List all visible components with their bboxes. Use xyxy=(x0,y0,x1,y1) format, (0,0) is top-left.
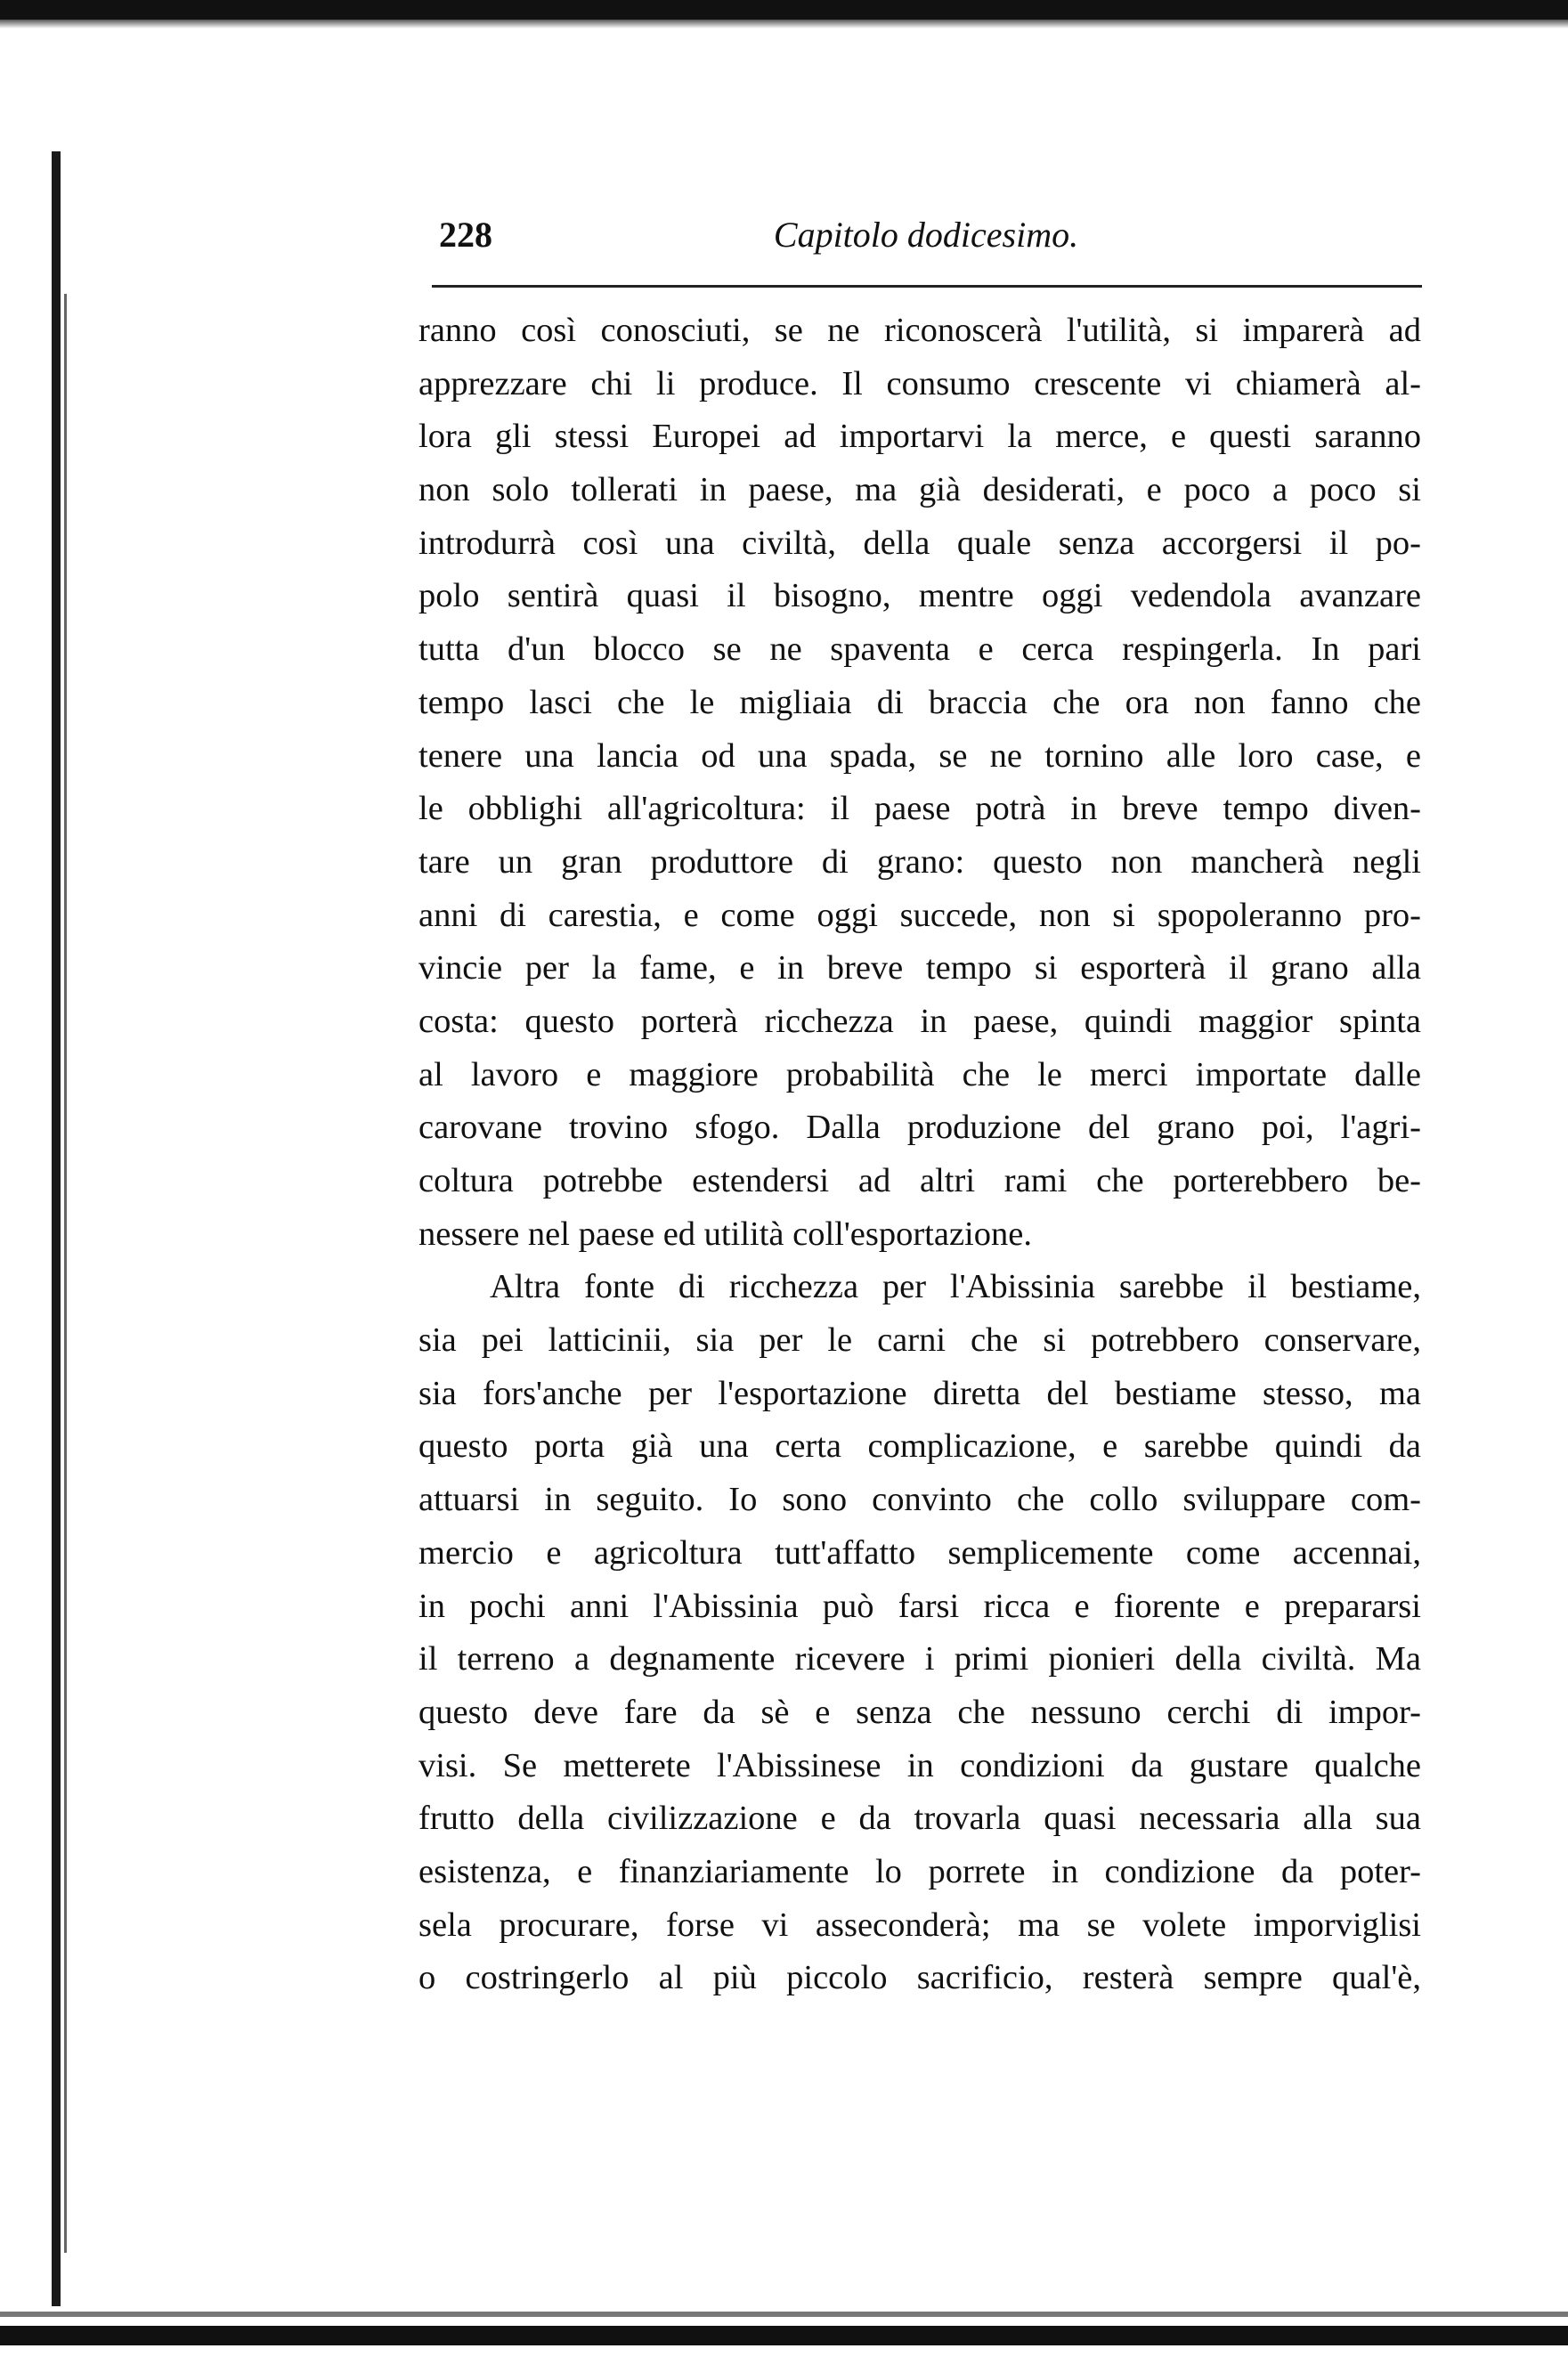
scan-shadow-bottom xyxy=(0,2312,1568,2317)
text-line: vincie per la fame, e in breve tempo si esporterà il grano alla xyxy=(418,949,1421,987)
text-line: apprezzare chi li produce. Il consumo crescente vi chiamerà al- xyxy=(418,364,1421,402)
text-line: introdurrà così una civiltà, della quale senza accorgersi il po- xyxy=(418,524,1421,562)
text-line: sela procurare, forse vi asseconderà; ma se volete imporviglisi xyxy=(418,1906,1421,1944)
text-line: tare un gran produttore di grano: questo non mancherà negli xyxy=(418,842,1421,881)
page-header xyxy=(432,214,1420,267)
scan-shadow-top xyxy=(0,20,1568,28)
text-line: visi. Se metterete l'Abissinese in condizioni da gustare qualche xyxy=(418,1746,1421,1784)
text-line: esistenza, e finanziariamente lo porrete in condizione da poter- xyxy=(418,1852,1421,1890)
text-line: mercio e agricoltura tutt'affatto semplicemente come accennai, xyxy=(418,1533,1421,1572)
text-line: carovane trovino sfogo. Dalla produzione del grano poi, l'agri- xyxy=(418,1109,1421,1147)
text-line: sia fors'anche per l'esportazione diretta del bestiame stesso, ma xyxy=(418,1374,1421,1412)
text-line: tempo lasci che le migliaia di braccia che ora non fanno che xyxy=(418,683,1421,721)
text-line: polo sentirà quasi il bisogno, mentre oggi vedendola avanzare xyxy=(418,577,1421,615)
text-line: questo porta già una certa complicazione, e sarebbe quindi da xyxy=(418,1427,1421,1466)
page-number: 228 xyxy=(439,215,492,255)
text-line: tenere una lancia od una spada, se ne tornino alle loro case, e xyxy=(418,736,1421,775)
scan-border-bottom xyxy=(0,2326,1568,2345)
text-line: nessere nel paese ed utilità coll'esportazione. xyxy=(418,1215,1032,1253)
text-line: attuarsi in seguito. Io sono convinto che collo sviluppare com- xyxy=(418,1481,1421,1519)
text-line: non solo tollerati in paese, ma già desiderati, e poco a poco si xyxy=(418,471,1421,509)
text-line: questo deve fare da sè e senza che nessuno cerchi di impor- xyxy=(418,1693,1421,1731)
text-line: coltura potrebbe estendersi ad altri rami che porterebbero be- xyxy=(418,1162,1421,1199)
text-line: anni di carestia, e come oggi succede, non si spopoleranno pro- xyxy=(418,896,1421,934)
text-line: costa: questo porterà ricchezza in paese, quindi maggior spinta xyxy=(418,1002,1421,1040)
header-rule xyxy=(432,285,1422,288)
text-line: lora gli stessi Europei ad importarvi la merce, e questi saranno xyxy=(418,418,1421,456)
text-line: Altra fonte di ricchezza per l'Abissinia sarebbe il bestiame, xyxy=(490,1268,1421,1306)
text-line: o costringerlo al più piccolo sacrificio, resterà sempre qual'è, xyxy=(418,1959,1421,1997)
text-line: sia pei latticinii, sia per le carni che si potrebbero conservare, xyxy=(418,1321,1421,1360)
text-line: ranno così conosciuti, se ne riconoscerà l'utilità, si imparerà ad xyxy=(418,312,1421,349)
body-text xyxy=(418,305,1421,2005)
scan-shadow-left xyxy=(64,294,67,2253)
text-line: tutta d'un blocco se ne spaventa e cerca respingerla. In pari xyxy=(418,630,1421,669)
text-line: in pochi anni l'Abissinia può farsi ricca e fiorente e prepararsi xyxy=(418,1587,1421,1625)
text-line: le obblighi all'agricoltura: il paese potrà in breve tempo diven- xyxy=(418,790,1421,828)
text-line: al lavoro e maggiore probabilità che le merci importate dalle xyxy=(418,1055,1421,1093)
scan-border-top xyxy=(0,0,1568,20)
running-title: Capitolo dodicesimo. xyxy=(773,215,1079,255)
text-line: frutto della civilizzazione e da trovarla quasi necessaria alla sua xyxy=(418,1800,1421,1838)
scan-border-left xyxy=(52,151,61,2306)
text-line: il terreno a degnamente ricevere i primi pionieri della civiltà. Ma xyxy=(418,1640,1421,1678)
